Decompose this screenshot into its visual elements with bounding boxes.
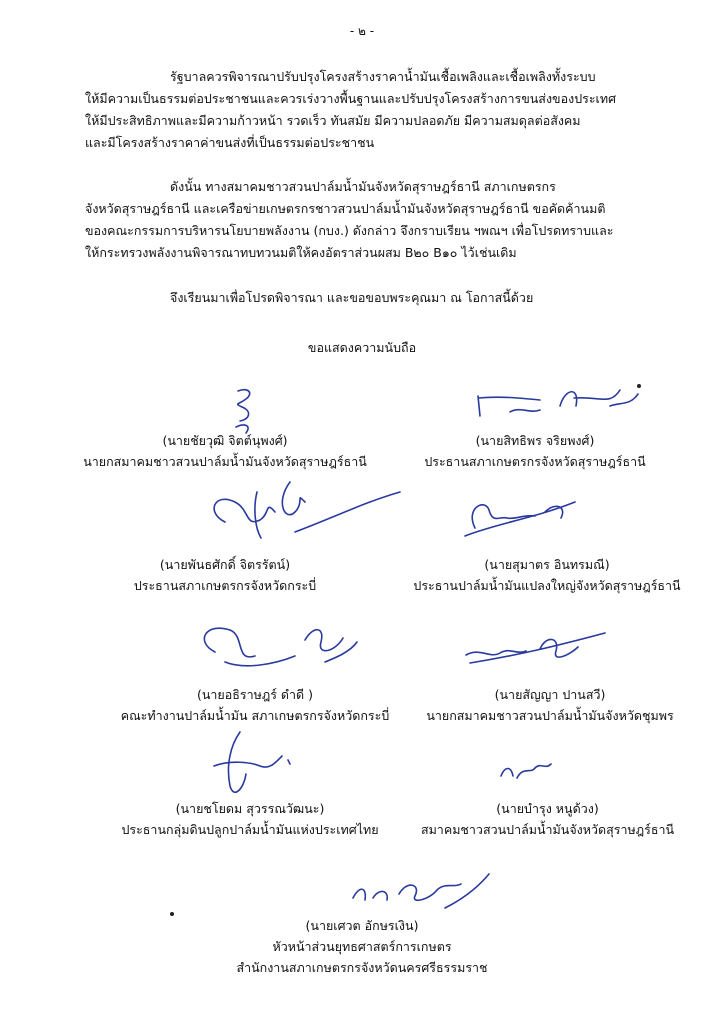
- signatory-block-4: [390, 554, 704, 596]
- signature-image: [460, 625, 610, 670]
- paragraph-2: [85, 176, 655, 264]
- paragraph-line: ดังนั้น ทางสมาคมชาวสวนปาล์มน้ำมันจังหวัดสุราษฎร์ธานี สภาเกษตรกร: [170, 179, 556, 194]
- signatory-name: (นายสิทธิพร จริยพงศ์): [475, 433, 595, 448]
- paragraph-line: ให้มีประสิทธิภาพและมีความก้าวหน้า รวดเร็ว ทันสมัย มีความปลอดภัย มีความสมดุลต่อสังคม: [85, 113, 581, 128]
- signatory-name: (นายชัยวุฒิ จิตต์นุพงศ์): [162, 433, 288, 448]
- final-signatory-title: หัวหน้าส่วนยุทธศาสตร์การเกษตร: [272, 939, 452, 954]
- signatory-block-3: [60, 554, 390, 596]
- signature-image: [470, 376, 650, 426]
- signatory-block-2: [390, 430, 680, 472]
- paragraph-line: จึงเรียนมาเพื่อโปรดพิจารณา และขอขอบพระคุณมา ณ โอกาสนี้ด้วย: [170, 290, 534, 305]
- signature-image: [455, 488, 585, 543]
- signature-image: [185, 612, 365, 682]
- paragraph-line: และมีโครงสร้างราคาค่าขนส่งที่เป็นธรรมต่อประชาชน: [85, 135, 375, 150]
- signatory-name: (นายบำรุง หนูด้วง): [496, 801, 599, 816]
- signatory-block-8: [405, 798, 690, 840]
- signatory-block-1: [60, 430, 390, 472]
- signatory-title: นายกสมาคมชาวสวนปาล์มน้ำมันจังหวัดชุมพร: [426, 708, 674, 723]
- signatory-name: (นายสัญญา ปานสวี): [494, 687, 606, 702]
- signatory-name: (นายพันธศักดิ์ จิตรรัตน์): [159, 557, 291, 572]
- signature-image: [195, 472, 405, 547]
- final-signatory-name: (นายเศวต อักษรเงิน): [305, 918, 419, 933]
- ink-dot: [637, 384, 641, 388]
- signatory-title: ประธานปาล์มน้ำมันแปลงใหญ่จังหวัดสุราษฎร์ธานี: [413, 578, 681, 593]
- paragraph-line: ให้กระทรวงพลังงานพิจารณาทบทวนมติให้คงอัตราส่วนผสม B๒๐ B๑๐ ไว้เช่นเดิม: [85, 245, 517, 260]
- paragraph-1: [85, 66, 655, 154]
- signatory-name: (นายชโยดม สุวรรณวัฒนะ): [175, 801, 325, 816]
- ink-dot: [170, 912, 174, 916]
- paragraph-3: [85, 287, 655, 309]
- closing-salutation: ขอแสดงความนับถือ: [307, 340, 417, 355]
- signatory-block-7: [95, 798, 405, 840]
- signature-image: [200, 726, 310, 806]
- final-signatory-block: [182, 915, 542, 978]
- signature-image: [495, 752, 565, 787]
- signatory-title: คณะทำงานปาล์มน้ำมัน สภาเกษตรกรจังหวัดกระบี่: [120, 708, 390, 723]
- signatory-block-5: [90, 684, 420, 726]
- signatory-title: นายกสมาคมชาวสวนปาล์มน้ำมันจังหวัดสุราษฎร์ธานี: [83, 454, 367, 469]
- paragraph-line: รัฐบาลควรพิจารณาปรับปรุงโครงสร้างราคาน้ำมันเชื้อเพลิงและเชื้อเพลิงทั้งระบบ: [170, 69, 596, 84]
- signatory-block-6: [405, 684, 695, 726]
- signatory-title: สมาคมชาวสวนปาล์มน้ำมันจังหวัดสุราษฎร์ธานี: [420, 822, 675, 837]
- signatory-title: ประธานสภาเกษตรกรจังหวัดกระบี่: [133, 578, 317, 593]
- final-signatory-office: สำนักงานสภาเกษตรกรจังหวัดนครศรีธรรมราช: [236, 960, 488, 975]
- paragraph-line: ของคณะกรรมการบริหารนโยบายพลังงาน (กบง.) ดังกล่าว จึงกราบเรียน ฯพณฯ เพื่อโปรดทราบและ: [85, 223, 614, 238]
- paragraph-line: จังหวัดสุราษฎร์ธานี และเครือข่ายเกษตรกรชาวสวนปาล์มน้ำมันจังหวัดสุราษฎร์ธานี ขอคัดค้านมติ: [85, 201, 606, 216]
- signatory-title: ประธานสภาเกษตรกรจังหวัดสุราษฎร์ธานี: [424, 454, 646, 469]
- signature-image: [345, 868, 495, 913]
- page-number: - ๒ -: [349, 24, 375, 38]
- signatory-title: ประธานกลุ่มดินปลูกปาล์มน้ำมันแห่งประเทศไทย: [121, 822, 379, 837]
- signatory-name: (นายอธิราษฎร์ ดำดี ): [196, 687, 314, 702]
- signatory-name: (นายสุมาตร อินทรมณี): [484, 557, 610, 572]
- paragraph-line: ให้มีความเป็นธรรมต่อประชาชนและควรเร่งวางพื้นฐานและปรับปรุงโครงสร้างการขนส่งของประเทศ: [85, 91, 617, 106]
